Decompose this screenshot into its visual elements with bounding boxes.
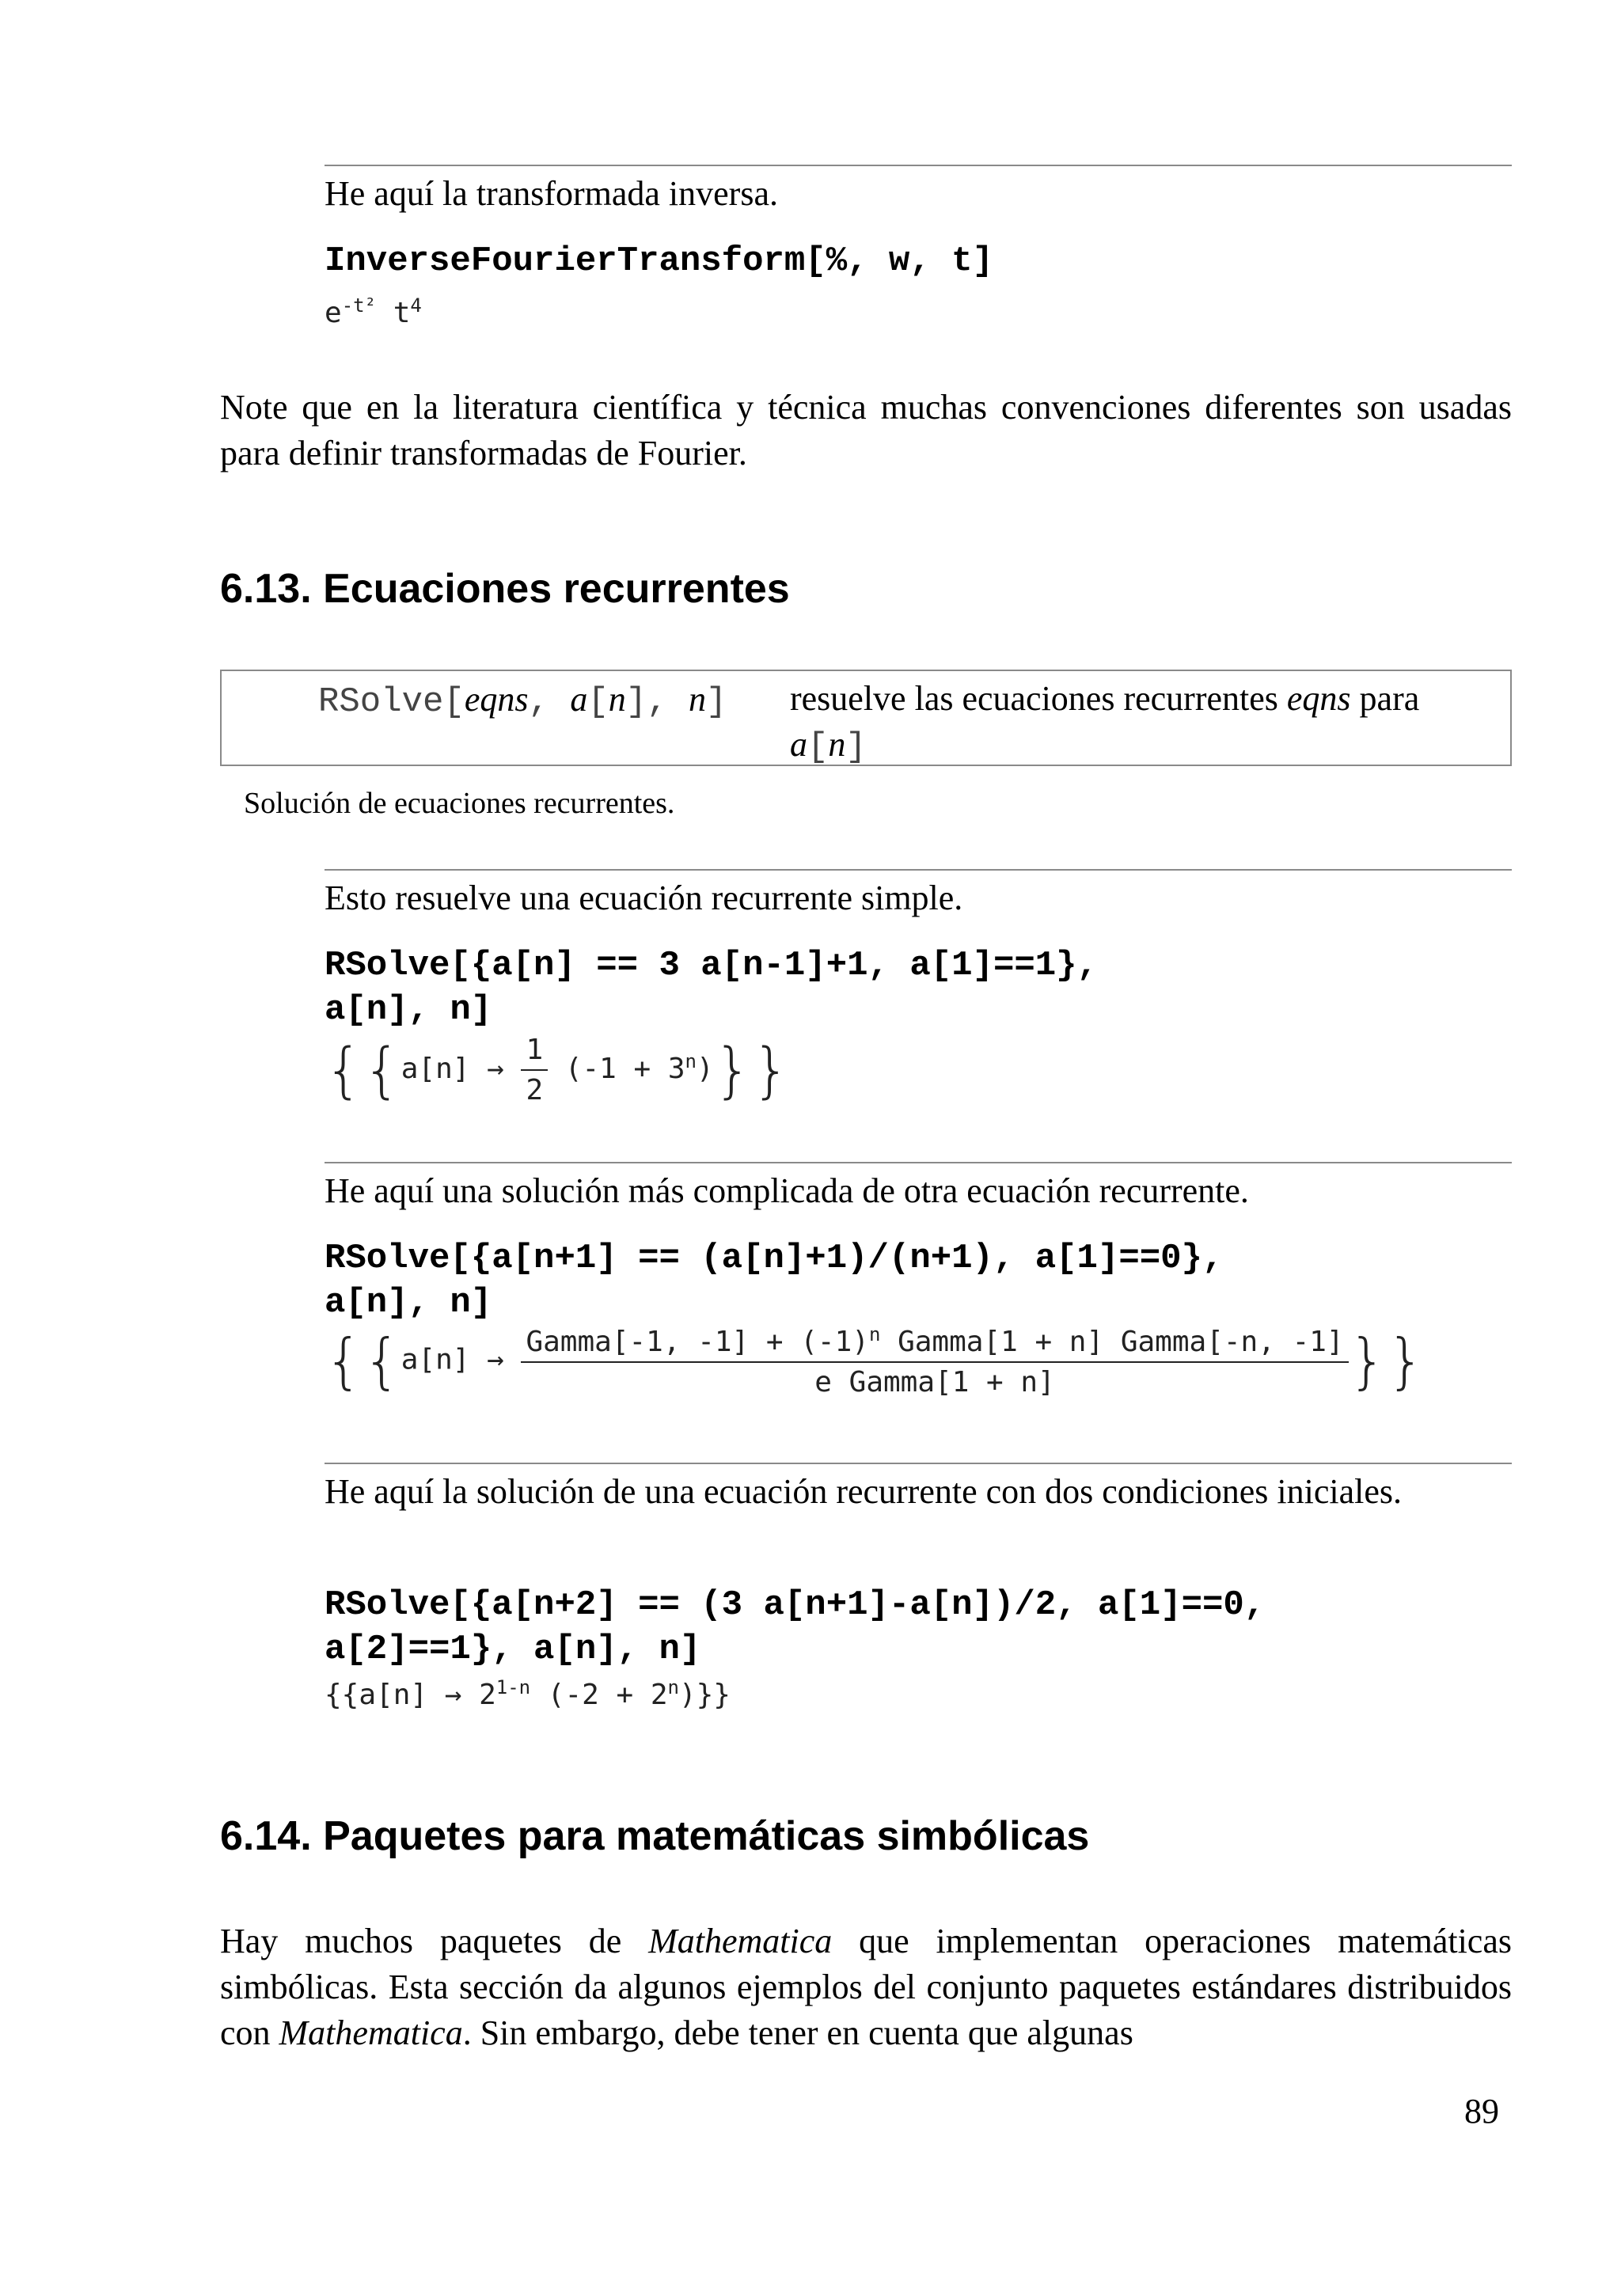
input-code: a[2]==1}, a[n], n]: [325, 1630, 701, 1669]
cell-divider: [325, 869, 1512, 871]
function-signature: RSolve[eqns, a[n], n]: [318, 680, 727, 722]
argument: n: [688, 680, 706, 719]
output-exponent: 4: [410, 294, 422, 317]
input-code: RSolve[{a[n+2] == (3 a[n+1]-a[n])/2, a[1]==0,: [325, 1585, 1266, 1625]
argument: a: [570, 680, 588, 719]
section-heading: 6.13. Ecuaciones recurrentes: [220, 566, 790, 612]
page-number: 89: [1464, 2092, 1499, 2131]
cell-divider: [325, 1162, 1512, 1163]
body-paragraph: Hay muchos paquetes de Mathematica que implementan operaciones matemáticas simbólicas. Esta sección da algunos ejemplos del conjunto paquetes estándares distribuidos con Mathematica. Sin embargo, debe tener en cuenta que algunas: [220, 1922, 1512, 2052]
output-variable: t: [393, 297, 411, 329]
function-description: resuelve las ecuaciones recurrentes eqns para a[n]: [790, 679, 1420, 767]
argument: n: [608, 680, 626, 719]
section-heading: 6.14. Paquetes para matemáticas simbólicas: [220, 1813, 1090, 1859]
cell-divider: [325, 165, 1512, 166]
cell-text: He aquí una solución más complicada de otra ecuación recurrente.: [325, 1171, 1249, 1210]
argument: eqns: [464, 680, 529, 719]
output-expression: [325, 294, 422, 329]
cell-text: He aquí la transformada inversa.: [325, 174, 778, 213]
output-expression: {{$a[n] \to 2^{1-n}$ $(-2 + 2^n)$}}: [325, 1676, 731, 1711]
table-caption: Solución de ecuaciones recurrentes.: [244, 787, 675, 820]
function-name: RSolve[: [318, 682, 465, 722]
output-fraction: $\frac{Gamma[-1, -1] + (-1)^n Gamma[1 + n] Gamma[-n, -1]}{\text{e Gamma[1 + n]}}$: [521, 1323, 1348, 1398]
cell-divider: [325, 1463, 1512, 1464]
input-code: InverseFourierTransform[%, w, t]: [325, 241, 993, 281]
input-code: RSolve[{a[n] == 3 a[n-1]+1, a[1]==1},: [325, 946, 1098, 985]
body-paragraph: Note que en la literatura científica y técnica muchas convenciones diferentes son usadas para definir transformadas de Fourier.: [220, 388, 1512, 472]
output-exponent: -t²: [341, 294, 377, 317]
function-table: [220, 670, 1512, 766]
cell-text: He aquí la solución de una ecuación recurrente con dos condiciones iniciales.: [325, 1472, 1403, 1511]
input-code: a[n], n]: [325, 990, 492, 1030]
input-code: a[n], n]: [325, 1283, 492, 1323]
output-expression: {{a[n] → $\frac{1}{2}$ $(-1 + 3^n)$}}: [325, 1034, 791, 1106]
output-base: e: [325, 297, 342, 329]
input-code: RSolve[{a[n+1] == (a[n]+1)/(n+1), a[1]==0},: [325, 1239, 1224, 1278]
output-expression: {{a[n] → $\frac{Gamma[-1, -1] + (-1)^n Gamma[1 + n] Gamma[-n, -1]}{\text{e Gamma[1 + n]}}$ }}: [325, 1323, 1425, 1398]
cell-text: Esto resuelve una ecuación recurrente simple.: [325, 879, 963, 917]
output-fraction: $\frac{1}{2}$: [521, 1034, 548, 1106]
